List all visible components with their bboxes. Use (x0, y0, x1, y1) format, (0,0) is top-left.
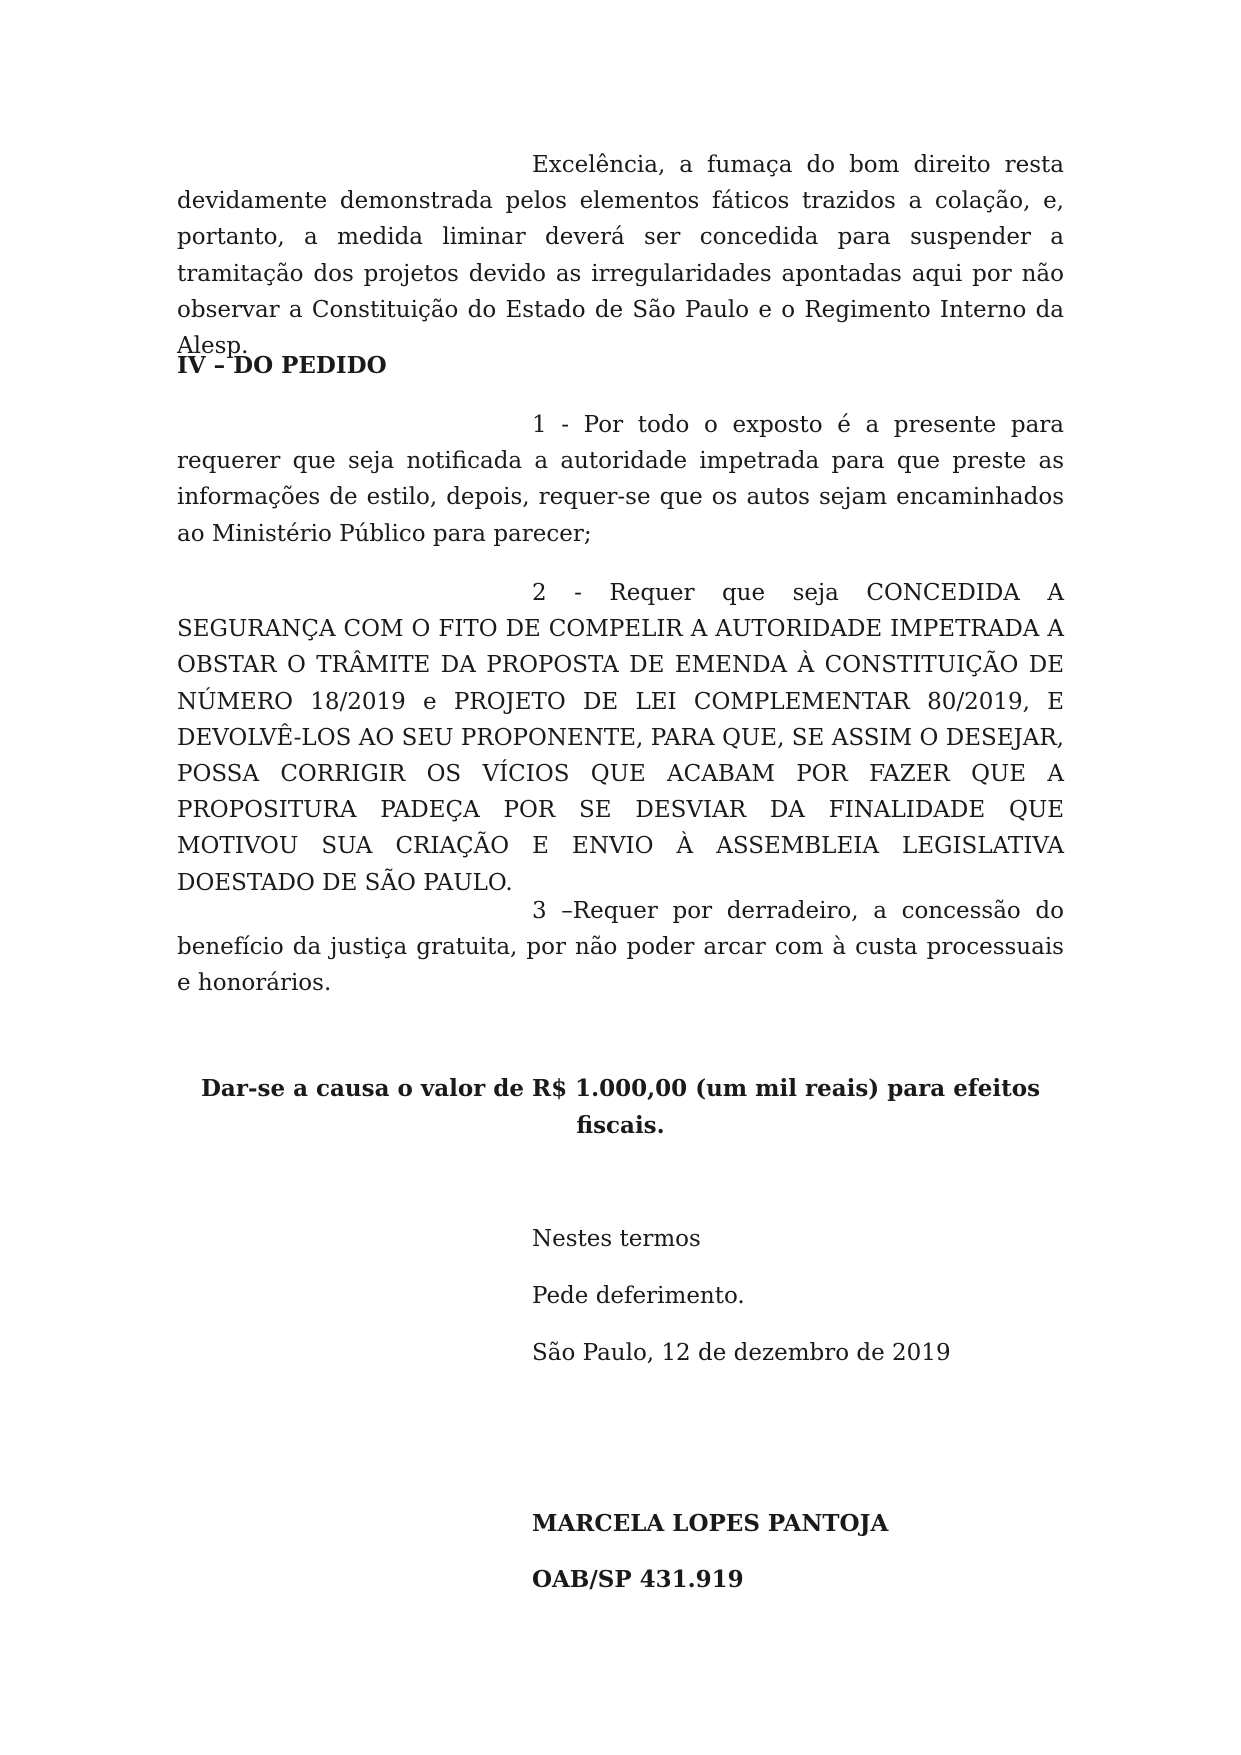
signature-name: MARCELA LOPES PANTOJA (532, 1510, 889, 1537)
signature-oab: OAB/SP 431.919 (532, 1566, 744, 1593)
valor-line-2: fiscais. (576, 1112, 665, 1139)
valor-da-causa (177, 1070, 1064, 1144)
paragraph-pedido-1: 1 - Por todo o exposto é a presente para requerer que seja notificada a autoridade impetrada para que preste as informações de estilo, depois, requer-se que os autos sejam encaminhados ao Ministério Público para parecer; (177, 412, 1064, 547)
closing-local-data: São Paulo, 12 de dezembro de 2019 (532, 1340, 951, 1366)
closing-nestes-termos: Nestes termos (532, 1226, 701, 1252)
paragraph-pedido-2: 2 - Requer que seja CONCEDIDA A SEGURANÇA COM O FITO DE COMPELIR A AUTORIDADE IMPETRADA A OBSTAR O TRÂMITE DA PROPOSTA DE EMENDA À CONSTITUIÇÃO DE NÚMERO 18/2019 e PROJETO DE LEI COMPLEMENTAR 80/2019, E DEVOLVÊ-LOS AO SEU PROPONENTE, PARA QUE, SE ASSIM O DESEJAR, POSSA CORRIGIR OS VÍCIOS QUE ACABAM POR FAZER QUE A PROPOSITURA PADEÇA POR SE DESVIAR DA FINALIDADE QUE MOTIVOU SUA CRIAÇÃO E ENVIO À ASSEMBLEIA LEGISLATIVA DOESTADO DE SÃO PAULO. (177, 580, 1064, 896)
valor-line-1: Dar-se a causa o valor de R$ 1.000,00 (um mil reais) para efeitos (200, 1075, 1041, 1102)
paragraph-pedido-3: 3 –Requer por derradeiro, a concessão do benefício da justiça gratuita, por não poder arcar com à custa processuais e honorários. (177, 898, 1064, 997)
paragraph-fumaca-bom-direito: Excelência, a fumaça do bom direito resta devidamente demonstrada pelos elementos fáticos trazidos a colação, e, portanto, a medida liminar deverá ser concedida para suspender a tramitação dos projetos devido as irregularidades apontadas aqui por não observar a Constituição do Estado de São Paulo e o Regimento Interno da Alesp. (177, 152, 1064, 360)
section-heading-pedido: IV – DO PEDIDO (177, 352, 387, 379)
closing-pede-deferimento: Pede deferimento. (532, 1283, 745, 1309)
